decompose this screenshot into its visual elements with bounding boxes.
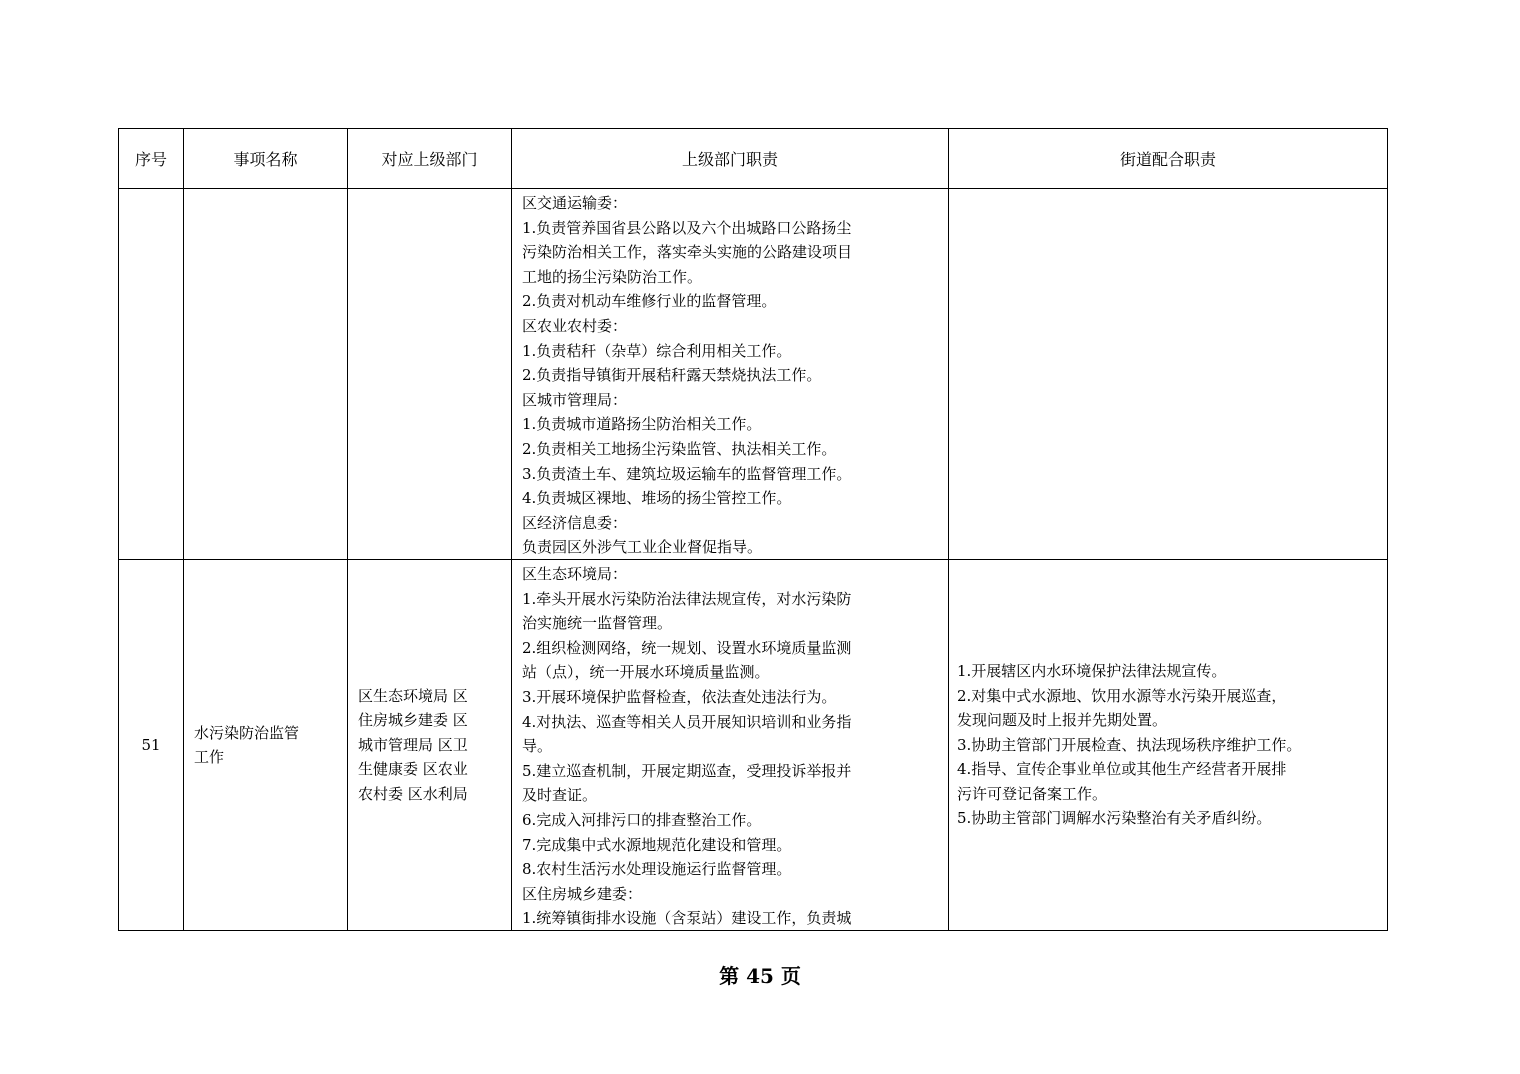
header-item-name: 事项名称 [184,129,348,189]
street-duty-line: 3.协助主管部门开展检查、执法现场秩序维护工作。 [957,735,1302,754]
table-header-row [119,129,1388,189]
duty-line: 2.组织检测网络，统一规划、设置水环境质量监测 [522,638,852,657]
duty-line: 1.负责秸秆（杂草）综合利用相关工作。 [522,341,792,360]
item-name-line: 工作 [194,748,225,766]
street-duty-cell [949,560,1388,931]
duty-line: 区经济信息委： [522,513,628,532]
duty-line: 及时查证。 [522,786,598,805]
duty-line: 1.负责管养国省县公路以及六个出城路口公路扬尘 [522,218,852,237]
duty-line: 区交通运输委： [522,194,628,212]
duty-line: 区住房城乡建委： [522,884,643,903]
dept-line: 住房城乡建委 区 [358,711,468,730]
page-number: 第 45 页 [719,964,801,988]
duty-line: 区生态环境局： [522,565,628,583]
duty-line: 区城市管理局： [522,390,628,409]
duty-line: 1.牵头开展水污染防治法律法规宣传，对水污染防 [522,589,852,608]
street-duty-cell [949,189,1388,560]
item-name-cell [184,189,348,560]
table-row [119,560,1388,931]
duty-line: 4.负责城区裸地、堆场的扬尘管控工作。 [522,489,792,508]
street-duty-line: 4.指导、宣传企事业单位或其他生产经营者开展排 [957,760,1287,779]
street-duty-line: 污许可登记备案工作。 [957,784,1108,803]
duty-line: 负责园区外涉气工业企业督促指导。 [522,538,763,557]
duty-line: 治实施统一监督管理。 [522,614,673,633]
upper-duty-cell [512,560,949,931]
duty-line: 2.负责指导镇街开展秸秆露天禁烧执法工作。 [522,366,822,385]
duty-line: 导。 [522,737,553,756]
street-duty-line: 发现问题及时上报并先期处置。 [957,711,1168,730]
duty-line: 区农业农村委： [522,316,628,335]
seq-cell: 51 [119,560,184,931]
duty-line: 工地的扬尘污染防治工作。 [522,267,703,286]
duty-line: 站（点），统一开展水环境质量监测。 [522,663,770,682]
header-upper-dept: 对应上级部门 [348,129,512,189]
duty-line: 6.完成入河排污口的排查整治工作。 [522,810,762,829]
dept-line: 城市管理局 区卫 [358,735,468,754]
duty-line: 3.开展环境保护监督检查，依法查处违法行为。 [522,687,837,706]
duty-line: 5.建立巡查机制，开展定期巡查，受理投诉举报并 [522,761,852,780]
duty-line: 4.对执法、巡查等相关人员开展知识培训和业务指 [522,712,852,731]
table-row [119,189,1388,560]
duty-table [118,128,1388,931]
header-street-duty: 街道配合职责 [949,129,1388,189]
upper-dept-cell [348,560,512,931]
duty-line: 2.负责对机动车维修行业的监督管理。 [522,292,777,311]
upper-dept-cell [348,189,512,560]
duty-line: 2.负责相关工地扬尘污染监管、执法相关工作。 [522,439,837,458]
duty-line: 1.负责城市道路扬尘防治相关工作。 [522,415,762,434]
header-upper-duty: 上级部门职责 [512,129,949,189]
duty-line: 7.完成集中式水源地规范化建设和管理。 [522,835,792,854]
upper-duty-cell [512,189,949,560]
dept-line: 农村委 区水利局 [358,784,468,803]
street-duty-line: 5.协助主管部门调解水污染整治有关矛盾纠纷。 [957,809,1272,828]
duty-line: 1.统筹镇街排水设施（含泵站）建设工作，负责城 [522,909,852,928]
dept-line: 区生态环境局 区 [358,686,468,705]
duty-line: 污染防治相关工作，落实牵头实施的公路建设项目 [522,243,853,262]
item-name-cell [184,560,348,931]
duty-line: 8.农村生活污水处理设施运行监督管理。 [522,860,792,879]
dept-line: 生健康委 区农业 [358,760,468,779]
street-duty-line: 2.对集中式水源地、饮用水源等水污染开展巡查， [957,686,1287,705]
header-seq: 序号 [119,129,184,189]
duty-line: 3.负责渣土车、建筑垃圾运输车的监督管理工作。 [522,464,852,483]
item-name-line: 水污染防治监管 [194,723,300,742]
seq-cell [119,189,184,560]
street-duty-line: 1.开展辖区内水环境保护法律法规宣传。 [957,661,1227,680]
